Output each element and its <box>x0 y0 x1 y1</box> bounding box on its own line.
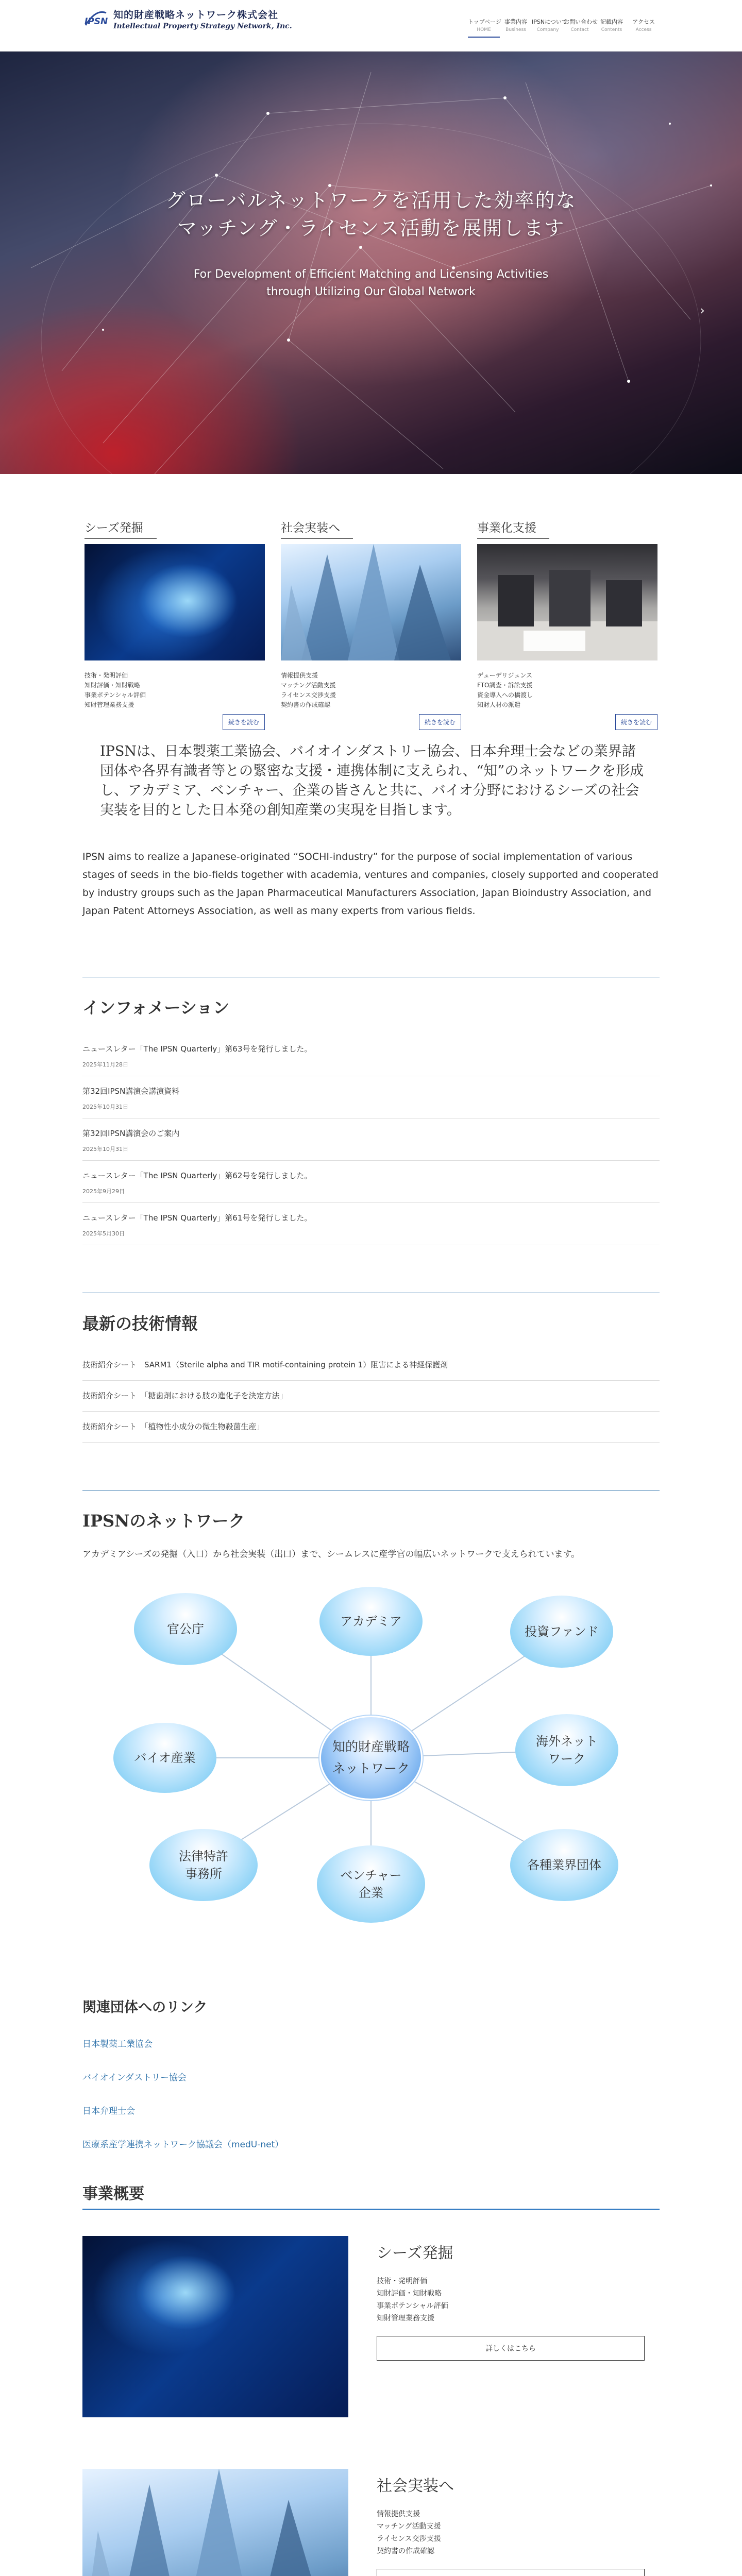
network-node: 各種業界団体 <box>510 1829 618 1901</box>
hero-subline-line1: For Development of Efficient Matching and Licensing Activities <box>193 268 549 281</box>
card-implementation <box>281 518 461 726</box>
chevron-right-icon[interactable]: › <box>699 303 705 318</box>
global-nav <box>468 15 660 38</box>
link-medu-net[interactable]: 医療系産学連携ネットワーク協議会（medU-net） <box>82 2140 284 2150</box>
business-overview-title: 事業概要 <box>82 2181 660 2210</box>
company-name-ja: 知的財産戦略ネットワーク株式会社 <box>113 9 279 21</box>
svg-text:IPSN: IPSN <box>85 16 108 27</box>
company-name-en: Intellectual Property Strategy Network, Inc. <box>113 22 292 30</box>
news-item[interactable]: ニュースレター「The IPSN Quarterly」第62号を発行しました。 2025年9月29日 <box>82 1161 660 1203</box>
network-node: 法律特許 事務所 <box>149 1829 258 1901</box>
network-section <box>82 1490 660 1933</box>
link-jba[interactable]: バイオインダストリー協会 <box>82 2073 187 2083</box>
read-more-button[interactable]: 続きを読む <box>223 714 265 730</box>
section-title: 最新の技術情報 <box>82 1314 198 1333</box>
brain-image <box>82 2236 348 2417</box>
hero-headline-line2: マッチング・ライセンス活動を展開します <box>177 217 565 240</box>
brain-image <box>85 544 265 660</box>
business-seeds <box>82 2236 660 2469</box>
business-implementation <box>82 2469 660 2576</box>
card-list: 技術・発明評価 知財評価・知財戦略 事業ポテンシャル評価 知財管理業務支援 <box>85 672 146 708</box>
nav-access[interactable]: アクセス Access <box>632 19 655 32</box>
network-node: 官公庁 <box>134 1593 237 1665</box>
section-title: IPSNのネットワーク <box>82 1511 245 1531</box>
tech-info-section <box>82 1293 660 1443</box>
link-jpma[interactable]: 日本製薬工業協会 <box>82 2039 153 2049</box>
tech-item[interactable]: 技術紹介シート 「糖歯剤における肢の進化子を決定方法」 <box>82 1381 660 1412</box>
card-list: デューデリジェンス FTO調査・訴訟支援 資金導入への橋渡し 知財人材の派遣 <box>477 672 533 708</box>
details-button[interactable] <box>377 2569 645 2576</box>
card-list: 情報提供支援 マッチング活動支援 ライセンス交渉支援 契約書の作成確認 <box>281 672 336 708</box>
logo[interactable] <box>82 7 292 30</box>
links-title: 関連団体へのリンク <box>82 1999 208 2015</box>
card-title: 事業化支援 <box>477 518 549 539</box>
network-node: バイオ産業 <box>113 1723 216 1793</box>
card-title: シーズ発掘 <box>85 518 157 539</box>
details-button[interactable]: 詳しくはこちら <box>377 2336 645 2361</box>
card-seeds <box>85 518 265 726</box>
business-list: 技術・発明評価 知財評価・知財戦略 事業ポテンシャル評価 知財管理業務支援 <box>377 2277 448 2323</box>
hero-headline-line1: グローバルネットワークを活用した効率的な <box>165 189 577 212</box>
news-item[interactable]: ニュースレター「The IPSN Quarterly」第61号を発行しました。 2025年5月30日 <box>82 1203 660 1245</box>
network-node: 海外ネット ワーク <box>515 1714 618 1786</box>
nav-business[interactable]: 事業内容 Business <box>504 19 527 32</box>
nav-home[interactable]: トップページ HOME <box>468 15 500 38</box>
business-name: 社会実装へ <box>377 2477 454 2495</box>
tech-item[interactable]: 技術紹介シート 「植物性小成分の微生物殺菌生産」 <box>82 1412 660 1443</box>
network-node: アカデミア <box>319 1587 423 1656</box>
business-list: 情報提供支援 マッチング活動支援 ライセンス交渉支援 契約書の作成確認 <box>377 2510 441 2555</box>
hero-slider <box>0 52 742 474</box>
nav-contents[interactable]: 記載内容 Contents <box>600 19 623 32</box>
news-item[interactable]: 第32回IPSN講演会講演資料 2025年10月31日 <box>82 1076 660 1118</box>
network-description: アカデミアシーズの発掘（入口）から社会実装（出口）まで、シームレスに産学官の幅広いネットワークで支えられています。 <box>82 1549 580 1560</box>
card-commercialization <box>477 518 657 726</box>
news-item[interactable]: 第32回IPSN講演会のご案内 2025年10月31日 <box>82 1118 660 1161</box>
meeting-image <box>477 544 657 660</box>
network-node: 投資ファンド <box>510 1596 613 1668</box>
network-diagram <box>113 1583 629 1933</box>
card-title: 社会実装へ <box>281 518 353 539</box>
information-section <box>82 977 660 1245</box>
news-item[interactable]: ニュースレター「The IPSN Quarterly」第63号を発行しました。 2025年11月28日 <box>82 1034 660 1076</box>
network-center-node: 知的財産戦略 ネットワーク <box>319 1716 423 1800</box>
city-buildings-image <box>82 2469 348 2576</box>
tech-item[interactable]: 技術紹介シート SARM1（Sterile alpha and TIR motif-containing protein 1）阻害による神経保護剤 <box>82 1350 660 1381</box>
site-header <box>0 0 742 52</box>
network-globe-image <box>0 52 742 474</box>
network-node: ベンチャー 企業 <box>317 1845 425 1923</box>
ipsn-logo-icon <box>82 8 109 30</box>
intro-en: IPSN aims to realize a Japanese-originated “SOCHI-industry” for the purpose of social implementation of various stages of seeds in the bio-fields together with academia, ventures and companies, closely supported and cooperated by industry groups such as the Japan Pharmaceutical Manufacturers Association, Japan Bioindustry Association, and Japan Patent Attorneys Association, as well as many experts from various fields. <box>82 851 659 917</box>
nav-company[interactable]: IPSNについて Company <box>532 19 567 32</box>
section-title: インフォメーション <box>82 998 230 1018</box>
intro <box>0 742 742 920</box>
read-more-button[interactable]: 続きを読む <box>615 714 657 730</box>
service-cards <box>0 474 742 742</box>
nav-contact[interactable]: お問い合わせ Contact <box>564 19 598 32</box>
business-name: シーズ発掘 <box>377 2244 453 2262</box>
link-jpaa[interactable]: 日本弁理士会 <box>82 2106 135 2116</box>
city-buildings-image <box>281 544 461 660</box>
hero-subline-line2: through Utilizing Our Global Network <box>266 285 476 298</box>
intro-ja: IPSNは、日本製薬工業協会、バイオインダストリー協会、日本弁理士会などの業界諸団体や各界有識者等との緊密な支援・連携体制に支えられ、“知”のネットワークを形成し、アカデミア、ベンチャー、企業の皆さんと共に、バイオ分野におけるシーズの社会実装を目的とした日本発の創知産業の実現を目指します。 <box>100 743 644 818</box>
read-more-button[interactable]: 続きを読む <box>419 714 461 730</box>
